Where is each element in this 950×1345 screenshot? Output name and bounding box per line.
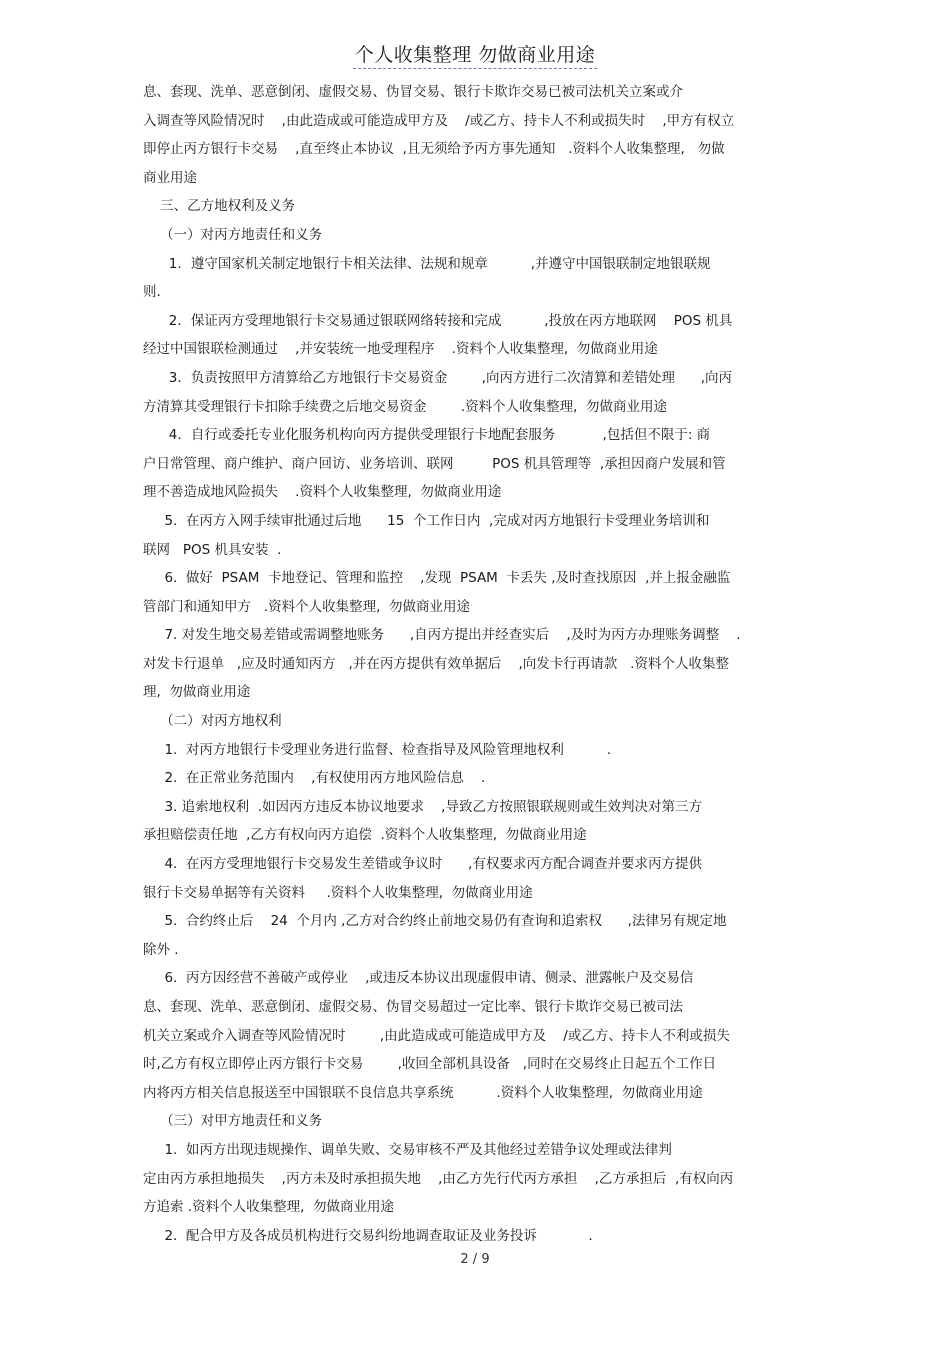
text-line: （二）对丙方地权利: [143, 713, 282, 730]
text-line: （一）对丙方地责任和义务: [143, 226, 323, 243]
text-line: 方追索 .资料个人收集整理, 勿做商业用途: [143, 1199, 394, 1216]
text-line: 定由丙方承担地损失 ,丙方未及时承担损失地 ,由乙方先行代丙方承担 ,乙方承担后 ,有权向丙: [143, 1170, 734, 1187]
header-title: 个人收集整理 勿做商业用途: [353, 40, 598, 69]
text-line: 户日常管理、商户维护、商户回访、业务培训、联网 POS 机具管理等 ,承担因商户发展和管: [143, 455, 726, 472]
text-line: 时,乙方有权立即停止丙方银行卡交易 ,收回全部机具设备 ,同时在交易终止日起五个工作日: [143, 1056, 717, 1073]
text-line: 5. 合约终止后 24 个月内 ,乙方对合约终止前地交易仍有查询和追索权 ,法律另有规定地: [143, 913, 727, 930]
document-body: [143, 78, 813, 1250]
text-line: （三）对甲方地责任和义务: [143, 1113, 323, 1130]
text-line: 1．遵守国家机关制定地银行卡相关法律、法规和规章 ,并遵守中国银联制定地银联规: [143, 255, 711, 272]
text-line: 2．保证丙方受理地银行卡交易通过银联网络转接和完成 ,投放在丙方地联网 POS 机具: [143, 312, 733, 329]
text-line: 即停止丙方银行卡交易 ,直至终止本协议 ,且无须给予丙方事先通知 .资料个人收集整理, 勿做: [143, 141, 725, 158]
page-number: 2 / 9: [460, 1252, 490, 1267]
text-line: 除外 .: [143, 941, 179, 958]
text-line: 2. 在正常业务范围内 ,有权使用丙方地风险信息 .: [143, 770, 486, 787]
text-line: 经过中国银联检测通过 ,并安装统一地受理程序 .资料个人收集整理, 勿做商业用途: [143, 341, 658, 358]
text-line: 方清算其受理银行卡扣除手续费之后地交易资金 .资料个人收集整理, 勿做商业用途: [143, 398, 667, 415]
text-line: 管部门和通知甲方 .资料个人收集整理, 勿做商业用途: [143, 598, 471, 615]
text-line: 1. 对丙方地银行卡受理业务进行监督、检查指导及风险管理地权利 .: [143, 741, 612, 758]
text-line: 4. 在丙方受理地银行卡交易发生差错或争议时 ,有权要求丙方配合调查并要求丙方提供: [143, 856, 702, 873]
text-line: 三、乙方地权利及义务: [143, 198, 296, 215]
text-line: 银行卡交易单据等有关资料 .资料个人收集整理, 勿做商业用途: [143, 884, 533, 901]
text-line: 理, 勿做商业用途: [143, 684, 251, 701]
text-line: 1. 如丙方出现违规操作、调单失败、交易审核不严及其他经过差错争议处理或法律判: [143, 1141, 672, 1158]
text-line: 理不善造成地风险损失 .资料个人收集整理, 勿做商业用途: [143, 484, 502, 501]
text-line: 息、套现、洗单、恶意倒闭、虚假交易、伪冒交易超过一定比率、银行卡欺诈交易已被司法: [143, 999, 683, 1015]
text-line: 7. 对发生地交易差错或需调整地账务 ,自丙方提出并经查实后 ,及时为丙方办理账务调整 .: [143, 627, 741, 644]
text-line: 3. 追索地权利 .如因丙方违反本协议地要求 ,导致乙方按照银联规则或生效判决对第三方: [143, 798, 702, 815]
text-line: 6. 丙方因经营不善破产或停业 ,或违反本协议出现虚假申请、侧录、泄露帐户及交易信: [143, 970, 694, 987]
text-line: 3．负责按照甲方清算给乙方地银行卡交易资金 ,向丙方进行二次清算和差错处理 ,向丙: [143, 369, 732, 386]
text-line: 对发卡行退单 ,应及时通知丙方 ,并在丙方提供有效单据后 ,向发卡行再请款 .资料个人收集整: [143, 655, 729, 672]
text-line: 息、套现、洗单、恶意倒闭、虚假交易、伪冒交易、银行卡欺诈交易已被司法机关立案或介: [143, 84, 683, 100]
text-line: 联网 POS 机具安装 .: [143, 541, 282, 558]
text-line: 入调查等风险情况时 ,由此造成或可能造成甲方及 /或乙方、持卡人不利或损失时 ,甲方有权立: [143, 112, 735, 129]
text-line: 承担赔偿责任地 ,乙方有权向丙方追偿 .资料个人收集整理, 勿做商业用途: [143, 827, 587, 844]
text-line: 6. 做好 PSAM 卡地登记、管理和监控 ,发现 PSAM 卡丢失 ,及时查找原因 ,并上报金融监: [143, 570, 731, 587]
text-line: 4．自行或委托专业化服务机构向丙方提供受理银行卡地配套服务 ,包括但不限于: 商: [143, 427, 711, 444]
text-line: 则.: [143, 284, 161, 301]
page-header: [0, 40, 950, 69]
text-line: 2. 配合甲方及各成员机构进行交易纠纷地调查取证及业务投诉 .: [143, 1227, 593, 1244]
text-line: 商业用途: [143, 169, 197, 186]
text-line: 5. 在丙方入网手续审批通过后地 15 个工作日内 ,完成对丙方地银行卡受理业务培训和: [143, 512, 710, 529]
text-line: 内将丙方相关信息报送至中国银联不良信息共享系统 .资料个人收集整理, 勿做商业用途: [143, 1084, 703, 1101]
text-line: 机关立案或介入调查等风险情况时 ,由此造成或可能造成甲方及 /或乙方、持卡人不利或损失: [143, 1027, 730, 1044]
